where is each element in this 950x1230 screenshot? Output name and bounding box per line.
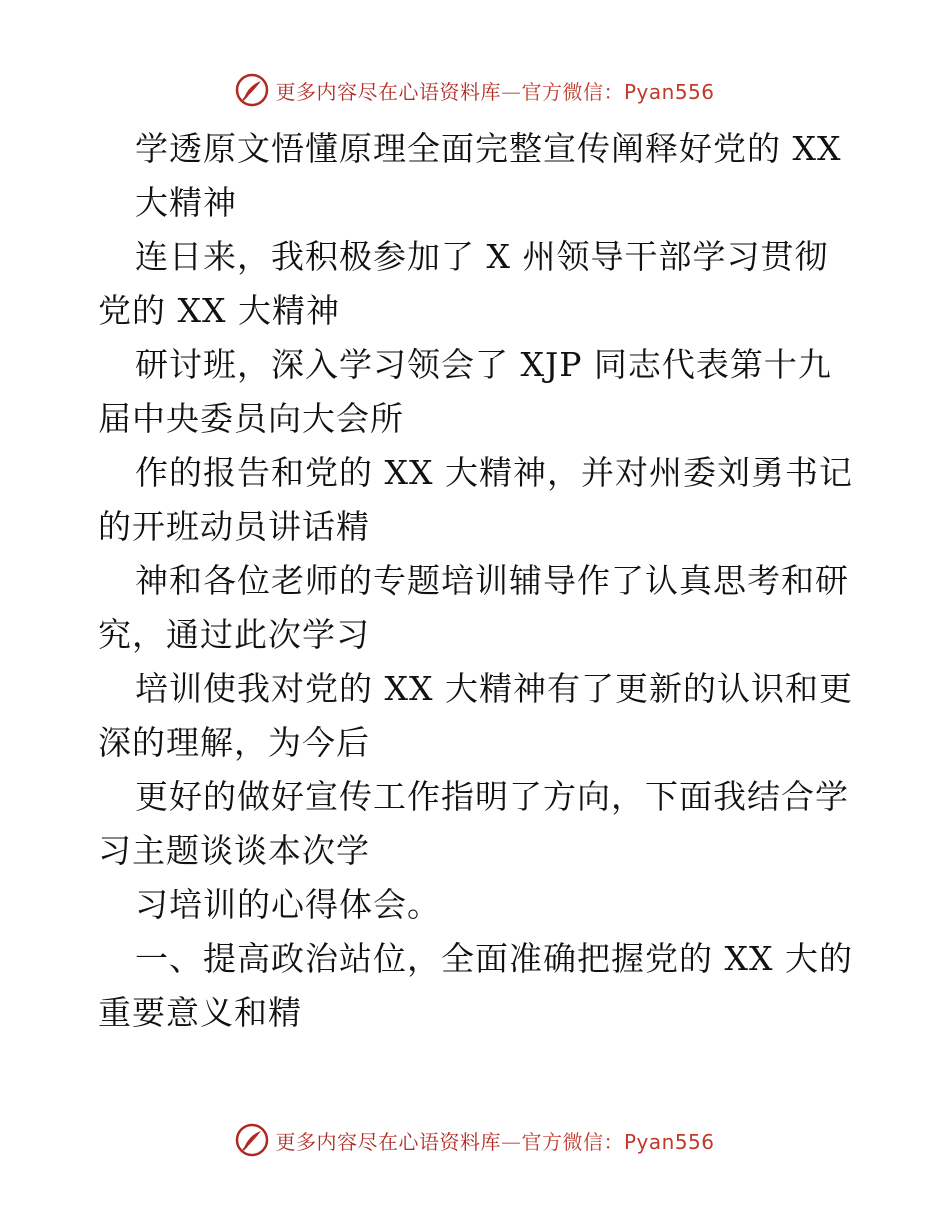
- paragraph-line: 深的理解，为今后: [98, 723, 370, 762]
- section-heading-line: 重要意义和精: [98, 993, 302, 1032]
- title-line-2: 大精神: [135, 183, 237, 222]
- section-heading-line: 一、提高政治站位，全面准确把握党的 XX 大的: [135, 939, 853, 978]
- paragraph-line: 研讨班，深入学习领会了 XJP 同志代表第十九: [135, 345, 832, 384]
- paragraph-line: 的开班动员讲话精: [98, 507, 370, 546]
- paragraph-line: 培训使我对党的 XX 大精神有了更新的认识和更: [135, 669, 853, 708]
- footer-banner: [0, 1120, 950, 1160]
- paragraph-line: 作的报告和党的 XX 大精神，并对州委刘勇书记: [135, 453, 853, 492]
- quill-logo-icon: [235, 1123, 269, 1157]
- banner-contact-value: Pyan556: [623, 1129, 715, 1154]
- paragraph-line: 届中央委员向大会所: [98, 399, 404, 438]
- document-body: [98, 122, 858, 1040]
- title-line-1: 学透原文悟懂原理全面完整宣传阐释好党的 XX: [135, 129, 842, 168]
- paragraph-line: 究，通过此次学习: [98, 615, 370, 654]
- banner-contact-label: 官方微信：: [521, 1129, 624, 1154]
- quill-logo-icon: [235, 73, 269, 107]
- banner-text: [275, 76, 714, 105]
- paragraph-line: 连日来，我积极参加了 X 州领导干部学习贯彻: [135, 237, 829, 276]
- banner-separator: —: [500, 79, 522, 104]
- paragraph-line: 习主题谈谈本次学: [98, 831, 370, 870]
- paragraph-line: 党的 XX 大精神: [98, 291, 340, 330]
- banner-brand: 更多内容尽在心语资料库: [275, 1129, 501, 1154]
- banner-contact-value: Pyan556: [623, 79, 715, 104]
- banner-text: [275, 1126, 714, 1155]
- paragraph-line: 更好的做好宣传工作指明了方向，下面我结合学: [135, 777, 849, 816]
- banner-contact-label: 官方微信：: [521, 79, 624, 104]
- paragraph-line: 习培训的心得体会。: [135, 885, 441, 924]
- header-banner: [0, 70, 950, 110]
- banner-brand: 更多内容尽在心语资料库: [275, 79, 501, 104]
- banner-separator: —: [500, 1129, 522, 1154]
- paragraph-line: 神和各位老师的专题培训辅导作了认真思考和研: [135, 561, 849, 600]
